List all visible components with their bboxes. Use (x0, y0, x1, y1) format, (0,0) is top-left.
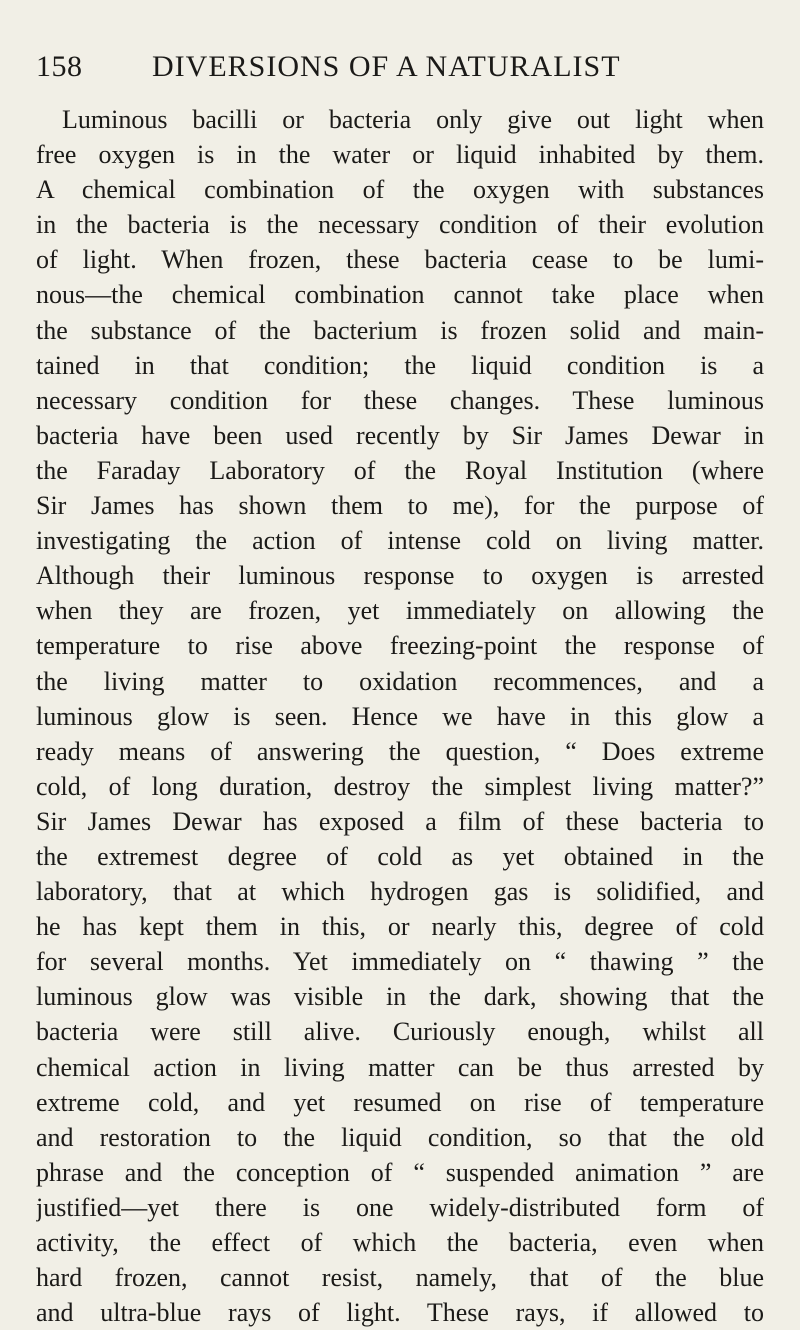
running-head (36, 50, 776, 90)
text-line: the Faraday Laboratory of the Royal Institution (where (36, 455, 764, 485)
text-line: justified—yet there is one widely-distributed form of (36, 1192, 764, 1222)
text-line: activity, the effect of which the bacteria, even when (36, 1228, 764, 1257)
text-line: when they are frozen, yet immediately on allowing the (36, 596, 764, 626)
text-line: tained in that condition; the liquid condition is a (36, 350, 764, 380)
text-line: necessary condition for these changes. These luminous (36, 385, 764, 415)
text-line: luminous glow was visible in the dark, showing that the (36, 982, 764, 1012)
text-line: the living matter to oxidation recommences, and a (36, 666, 764, 696)
text-line: free oxygen is in the water or liquid inhabited by them. (36, 140, 764, 170)
text-line: phrase and the conception of “ suspended animation ” are (36, 1157, 764, 1187)
text-line: Sir James has shown them to me), for the purpose of (36, 491, 764, 521)
text-line: nous—the chemical combination cannot take place when (36, 280, 764, 310)
text-line: he has kept them in this, or nearly this, degree of cold (36, 912, 764, 942)
text-line: Luminous bacilli or bacteria only give out light when (62, 105, 764, 134)
text-line: cold, of long duration, destroy the simplest living matter?” (36, 771, 764, 801)
text-line: and restoration to the liquid condition, so that the old (36, 1122, 764, 1152)
text-line: investigating the action of intense cold on living matter. (36, 526, 764, 556)
text-line: of light. When frozen, these bacteria cease to be lumi- (36, 245, 764, 275)
text-line: in the bacteria is the necessary condition of their evolution (36, 210, 764, 240)
text-line: bacteria have been used recently by Sir James Dewar in (36, 420, 764, 450)
text-line: extreme cold, and yet resumed on rise of temperature (36, 1087, 764, 1117)
text-line: laboratory, that at which hydrogen gas is solidified, and (36, 877, 764, 907)
text-line: bacteria were still alive. Curiously enough, whilst all (36, 1017, 764, 1047)
running-title: DIVERSIONS OF A NATURALIST (152, 50, 621, 83)
text-line: Sir James Dewar has exposed a film of these bacteria to (36, 806, 764, 836)
text-line: Although their luminous response to oxygen is arrested (36, 561, 764, 591)
text-line: the extremest degree of cold as yet obtained in the (36, 841, 764, 871)
text-line: ready means of answering the question, “ Does extreme (36, 736, 764, 766)
text-line: luminous glow is seen. Hence we have in this glow a (36, 701, 764, 731)
page-number: 158 (36, 50, 83, 83)
text-line: and ultra-blue rays of light. These rays, if allowed to (36, 1298, 764, 1328)
text-line: for several months. Yet immediately on “ thawing ” the (36, 947, 764, 977)
text-line: the substance of the bacterium is frozen solid and main- (36, 315, 764, 345)
body-text (36, 102, 764, 1330)
text-line: hard frozen, cannot resist, namely, that of the blue (36, 1263, 764, 1293)
text-line: temperature to rise above freezing-point the response of (36, 631, 764, 661)
text-line: chemical action in living matter can be thus arrested by (36, 1052, 764, 1082)
text-line: A chemical combination of the oxygen with substances (36, 175, 764, 205)
